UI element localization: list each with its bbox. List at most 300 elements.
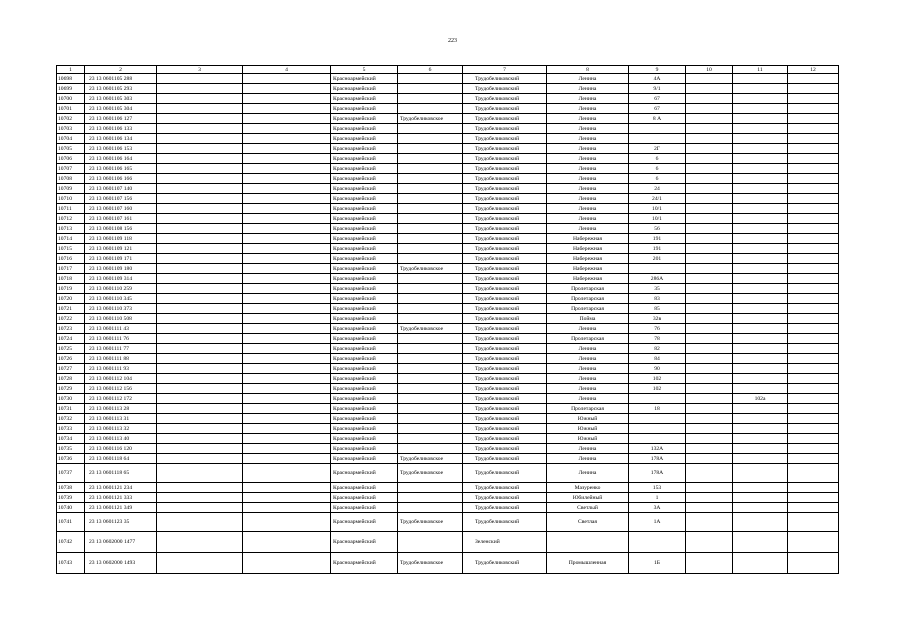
row-number-cell: 10742: [57, 532, 85, 553]
street-cell: Южный: [547, 414, 629, 424]
district-cell: Красноармейский: [331, 364, 398, 374]
district-cell: Красноармейский: [331, 454, 398, 464]
col-12-cell: [788, 294, 839, 304]
street-cell: Ленина: [547, 454, 629, 464]
table-row: [57, 424, 839, 434]
house-number-cell: 56: [629, 224, 686, 234]
district-cell: Красноармейский: [331, 434, 398, 444]
building-number-cell: [733, 444, 788, 454]
col-12-cell: [788, 134, 839, 144]
district-cell: Красноармейский: [331, 553, 398, 574]
settlement-municipality-cell: [398, 184, 463, 194]
district-cell: Красноармейский: [331, 264, 398, 274]
house-number-cell: [629, 394, 686, 404]
col-10-cell: [686, 344, 733, 354]
settlement-municipality-cell: [398, 144, 463, 154]
settlement-municipality-cell: [398, 244, 463, 254]
house-number-cell: 286А: [629, 274, 686, 284]
settlement-municipality-cell: [398, 503, 463, 513]
house-number-cell: 85: [629, 304, 686, 314]
house-number-cell: 102: [629, 384, 686, 394]
district-cell: Красноармейский: [331, 324, 398, 334]
table-row: [57, 214, 839, 224]
col-3-cell: [157, 144, 243, 154]
table-row: [57, 464, 839, 483]
col-10-cell: [686, 314, 733, 324]
building-number-cell: [733, 274, 788, 284]
col-4-cell: [243, 84, 331, 94]
street-cell: Ленина: [547, 464, 629, 483]
cadastral-number-cell: 23 13 0601113 28: [85, 404, 157, 414]
cadastral-number-cell: 23 13 0601106 164: [85, 154, 157, 164]
row-number-cell: 10739: [57, 493, 85, 503]
col-4-cell: [243, 314, 331, 324]
street-cell: Ленина: [547, 74, 629, 84]
col-10-cell: [686, 444, 733, 454]
col-4-cell: [243, 304, 331, 314]
col-10-cell: [686, 334, 733, 344]
col-12-cell: [788, 444, 839, 454]
district-cell: Красноармейский: [331, 444, 398, 454]
house-number-cell: 8 А: [629, 114, 686, 124]
col-4-cell: [243, 434, 331, 444]
district-cell: Красноармейский: [331, 204, 398, 214]
row-number-cell: 10727: [57, 364, 85, 374]
col-12-cell: [788, 254, 839, 264]
col-12-cell: [788, 224, 839, 234]
column-header: 11: [733, 66, 788, 74]
district-cell: Красноармейский: [331, 532, 398, 553]
col-12-cell: [788, 334, 839, 344]
district-cell: Красноармейский: [331, 414, 398, 424]
district-cell: Красноармейский: [331, 384, 398, 394]
col-10-cell: [686, 434, 733, 444]
col-3-cell: [157, 464, 243, 483]
col-12-cell: [788, 324, 839, 334]
col-10-cell: [686, 394, 733, 404]
street-cell: Ленина: [547, 204, 629, 214]
table-row: [57, 532, 839, 553]
row-number-cell: 10733: [57, 424, 85, 434]
col-4-cell: [243, 214, 331, 224]
district-cell: Красноармейский: [331, 513, 398, 532]
table-row: [57, 274, 839, 284]
settlement-cell: Трудобеликовский: [463, 454, 547, 464]
building-number-cell: [733, 464, 788, 483]
column-header: 7: [463, 66, 547, 74]
street-cell: Юбилейный: [547, 493, 629, 503]
row-number-cell: 10719: [57, 284, 85, 294]
building-number-cell: [733, 244, 788, 254]
cadastral-number-cell: 23 13 0601118 65: [85, 464, 157, 483]
col-12-cell: [788, 513, 839, 532]
col-12-cell: [788, 174, 839, 184]
table-row: [57, 513, 839, 532]
district-cell: Красноармейский: [331, 354, 398, 364]
settlement-municipality-cell: Трудобеликовское: [398, 114, 463, 124]
building-number-cell: [733, 324, 788, 334]
col-10-cell: [686, 404, 733, 414]
cadastral-number-cell: 23 13 0601123 35: [85, 513, 157, 532]
header-row: [57, 66, 839, 74]
table-row: [57, 394, 839, 404]
street-cell: Пролетарская: [547, 304, 629, 314]
house-number-cell: 32в: [629, 314, 686, 324]
settlement-cell: Трудобеликовский: [463, 513, 547, 532]
street-cell: Ленина: [547, 214, 629, 224]
col-4-cell: [243, 94, 331, 104]
district-cell: Красноармейский: [331, 74, 398, 84]
col-10-cell: [686, 454, 733, 464]
house-number-cell: 178А: [629, 454, 686, 464]
house-number-cell: 2Г: [629, 144, 686, 154]
col-12-cell: [788, 354, 839, 364]
street-cell: Пролетарская: [547, 284, 629, 294]
district-cell: Красноармейский: [331, 214, 398, 224]
settlement-cell: Трудобеликовский: [463, 404, 547, 414]
row-number-cell: 10704: [57, 134, 85, 144]
settlement-municipality-cell: [398, 274, 463, 284]
col-12-cell: [788, 414, 839, 424]
col-10-cell: [686, 204, 733, 214]
col-12-cell: [788, 124, 839, 134]
col-3-cell: [157, 84, 243, 94]
col-4-cell: [243, 354, 331, 364]
settlement-cell: Трудобеликовский: [463, 424, 547, 434]
settlement-cell: Трудобеликовский: [463, 264, 547, 274]
row-number-cell: 10729: [57, 384, 85, 394]
district-cell: Красноармейский: [331, 134, 398, 144]
column-header: 1: [57, 66, 85, 74]
col-4-cell: [243, 114, 331, 124]
cadastral-number-cell: 23 13 0601107 156: [85, 194, 157, 204]
col-10-cell: [686, 374, 733, 384]
building-number-cell: [733, 74, 788, 84]
house-number-cell: 6: [629, 154, 686, 164]
col-4-cell: [243, 194, 331, 204]
settlement-municipality-cell: [398, 334, 463, 344]
settlement-cell: Трудобеликовский: [463, 493, 547, 503]
col-4-cell: [243, 464, 331, 483]
street-cell: Пойма: [547, 314, 629, 324]
cadastral-number-cell: 23 13 0601106 133: [85, 124, 157, 134]
street-cell: Пролетарская: [547, 404, 629, 414]
district-cell: Красноармейский: [331, 124, 398, 134]
col-10-cell: [686, 74, 733, 84]
col-10-cell: [686, 104, 733, 114]
col-12-cell: [788, 234, 839, 244]
col-10-cell: [686, 464, 733, 483]
col-12-cell: [788, 274, 839, 284]
row-number-cell: 10707: [57, 164, 85, 174]
col-4-cell: [243, 344, 331, 354]
col-4-cell: [243, 424, 331, 434]
column-header: 6: [398, 66, 463, 74]
settlement-cell: Трудобеликовский: [463, 294, 547, 304]
building-number-cell: [733, 364, 788, 374]
building-number-cell: [733, 314, 788, 324]
col-3-cell: [157, 444, 243, 454]
table-row: [57, 254, 839, 264]
col-4-cell: [243, 154, 331, 164]
street-cell: Ленина: [547, 364, 629, 374]
building-number-cell: [733, 454, 788, 464]
col-12-cell: [788, 464, 839, 483]
settlement-municipality-cell: Трудобеликовское: [398, 513, 463, 532]
settlement-municipality-cell: [398, 354, 463, 364]
table-row: [57, 483, 839, 493]
col-12-cell: [788, 74, 839, 84]
col-3-cell: [157, 414, 243, 424]
col-12-cell: [788, 304, 839, 314]
table-row: [57, 144, 839, 154]
col-4-cell: [243, 144, 331, 154]
settlement-cell: Трудобеликовский: [463, 254, 547, 264]
building-number-cell: [733, 304, 788, 314]
row-number-cell: 10721: [57, 304, 85, 314]
building-number-cell: [733, 344, 788, 354]
house-number-cell: 35: [629, 284, 686, 294]
settlement-municipality-cell: [398, 364, 463, 374]
building-number-cell: [733, 144, 788, 154]
table-row: [57, 94, 839, 104]
district-cell: Красноармейский: [331, 424, 398, 434]
row-number-cell: 10735: [57, 444, 85, 454]
street-cell: Ленина: [547, 184, 629, 194]
building-number-cell: [733, 503, 788, 513]
address-register-table: [56, 65, 839, 574]
cadastral-number-cell: 23 13 0601112 156: [85, 384, 157, 394]
cadastral-number-cell: 23 13 0601112 172: [85, 394, 157, 404]
house-number-cell: 191: [629, 234, 686, 244]
col-10-cell: [686, 174, 733, 184]
row-number-cell: 10725: [57, 344, 85, 354]
settlement-cell: Трудобеликовский: [463, 304, 547, 314]
house-number-cell: [629, 532, 686, 553]
building-number-cell: [733, 424, 788, 434]
settlement-cell: Трудобеликовский: [463, 94, 547, 104]
district-cell: Красноармейский: [331, 404, 398, 414]
col-4-cell: [243, 224, 331, 234]
settlement-cell: Трудобеликовский: [463, 214, 547, 224]
col-10-cell: [686, 264, 733, 274]
house-number-cell: 6: [629, 174, 686, 184]
row-number-cell: 10716: [57, 254, 85, 264]
settlement-municipality-cell: [398, 214, 463, 224]
column-header: 9: [629, 66, 686, 74]
settlement-cell: Трудобеликовский: [463, 324, 547, 334]
col-10-cell: [686, 424, 733, 434]
cadastral-number-cell: 23 13 0601105 293: [85, 84, 157, 94]
col-12-cell: [788, 194, 839, 204]
district-cell: Красноармейский: [331, 114, 398, 124]
col-12-cell: [788, 503, 839, 513]
house-number-cell: [629, 124, 686, 134]
district-cell: Красноармейский: [331, 154, 398, 164]
row-number-cell: 10726: [57, 354, 85, 364]
col-4-cell: [243, 284, 331, 294]
col-3-cell: [157, 483, 243, 493]
cadastral-number-cell: 23 13 0601121 333: [85, 493, 157, 503]
row-number-cell: 10723: [57, 324, 85, 334]
col-4-cell: [243, 374, 331, 384]
col-10-cell: [686, 324, 733, 334]
settlement-cell: Трудобеликовский: [463, 124, 547, 134]
settlement-municipality-cell: [398, 254, 463, 264]
settlement-municipality-cell: [398, 94, 463, 104]
settlement-cell: Трудобеликовский: [463, 224, 547, 234]
cadastral-number-cell: 23 13 0601105 303: [85, 94, 157, 104]
col-4-cell: [243, 414, 331, 424]
settlement-cell: Трудобеликовский: [463, 344, 547, 354]
row-number-cell: 10730: [57, 394, 85, 404]
street-cell: Ленина: [547, 124, 629, 134]
street-cell: Набережная: [547, 254, 629, 264]
settlement-municipality-cell: [398, 404, 463, 414]
settlement-cell: Трудобеликовский: [463, 204, 547, 214]
col-10-cell: [686, 94, 733, 104]
house-number-cell: [629, 414, 686, 424]
col-4-cell: [243, 234, 331, 244]
settlement-cell: Трудобеликовский: [463, 464, 547, 483]
building-number-cell: [733, 483, 788, 493]
building-number-cell: [733, 114, 788, 124]
house-number-cell: 153: [629, 483, 686, 493]
district-cell: Красноармейский: [331, 94, 398, 104]
col-3-cell: [157, 264, 243, 274]
col-12-cell: [788, 424, 839, 434]
settlement-cell: Трудобеликовский: [463, 244, 547, 254]
col-10-cell: [686, 234, 733, 244]
col-4-cell: [243, 244, 331, 254]
col-3-cell: [157, 114, 243, 124]
col-10-cell: [686, 503, 733, 513]
settlement-cell: Зеленский: [463, 532, 547, 553]
cadastral-number-cell: 23 13 0601109 180: [85, 264, 157, 274]
cadastral-number-cell: 23 13 0601107 161: [85, 214, 157, 224]
building-number-cell: [733, 84, 788, 94]
col-10-cell: [686, 384, 733, 394]
building-number-cell: [733, 234, 788, 244]
table-row: [57, 114, 839, 124]
building-number-cell: [733, 493, 788, 503]
table-row: [57, 134, 839, 144]
house-number-cell: 10/1: [629, 214, 686, 224]
col-4-cell: [243, 164, 331, 174]
cadastral-number-cell: 23 13 0602000 1493: [85, 553, 157, 574]
table-row: [57, 284, 839, 294]
col-3-cell: [157, 234, 243, 244]
table-row: [57, 104, 839, 114]
street-cell: Набережная: [547, 274, 629, 284]
row-number-cell: 10722: [57, 314, 85, 324]
table-row: [57, 264, 839, 274]
building-number-cell: [733, 154, 788, 164]
street-cell: Набережная: [547, 234, 629, 244]
col-4-cell: [243, 444, 331, 454]
street-cell: Ленина: [547, 384, 629, 394]
col-3-cell: [157, 74, 243, 84]
table-row: [57, 234, 839, 244]
col-4-cell: [243, 513, 331, 532]
column-header: 3: [157, 66, 243, 74]
col-10-cell: [686, 194, 733, 204]
cadastral-number-cell: 23 13 0601109 121: [85, 244, 157, 254]
building-number-cell: [733, 184, 788, 194]
row-number-cell: 10705: [57, 144, 85, 154]
table-row: [57, 324, 839, 334]
row-number-cell: 10706: [57, 154, 85, 164]
col-10-cell: [686, 274, 733, 284]
row-number-cell: 10728: [57, 374, 85, 384]
district-cell: Красноармейский: [331, 104, 398, 114]
col-3-cell: [157, 314, 243, 324]
house-number-cell: 201: [629, 254, 686, 264]
street-cell: Ленина: [547, 224, 629, 234]
house-number-cell: 191: [629, 244, 686, 254]
house-number-cell: 1: [629, 493, 686, 503]
district-cell: Красноармейский: [331, 304, 398, 314]
cadastral-number-cell: 23 13 0601109 118: [85, 234, 157, 244]
row-number-cell: 10741: [57, 513, 85, 532]
cadastral-number-cell: 23 13 0601118 64: [85, 454, 157, 464]
district-cell: Красноармейский: [331, 493, 398, 503]
table-row: [57, 384, 839, 394]
col-10-cell: [686, 364, 733, 374]
settlement-cell: Трудобеликовский: [463, 503, 547, 513]
building-number-cell: [733, 254, 788, 264]
col-10-cell: [686, 134, 733, 144]
table-row: [57, 74, 839, 84]
table-row: [57, 454, 839, 464]
cadastral-number-cell: 23 13 0601121 349: [85, 503, 157, 513]
cadastral-number-cell: 23 13 0601111 76: [85, 334, 157, 344]
house-number-cell: [629, 434, 686, 444]
row-number-cell: 10703: [57, 124, 85, 134]
settlement-cell: Трудобеликовский: [463, 144, 547, 154]
cadastral-number-cell: 23 13 0601111 77: [85, 344, 157, 354]
row-number-cell: 10713: [57, 224, 85, 234]
street-cell: [547, 532, 629, 553]
settlement-cell: Трудобеликовский: [463, 314, 547, 324]
district-cell: Красноармейский: [331, 334, 398, 344]
settlement-cell: Трудобеликовский: [463, 104, 547, 114]
col-3-cell: [157, 493, 243, 503]
settlement-municipality-cell: [398, 124, 463, 134]
building-number-cell: [733, 404, 788, 414]
street-cell: Набережная: [547, 244, 629, 254]
col-3-cell: [157, 94, 243, 104]
settlement-cell: Трудобеликовский: [463, 394, 547, 404]
col-10-cell: [686, 414, 733, 424]
col-10-cell: [686, 483, 733, 493]
settlement-cell: Трудобеликовский: [463, 354, 547, 364]
district-cell: Красноармейский: [331, 254, 398, 264]
building-number-cell: [733, 124, 788, 134]
cadastral-number-cell: 23 13 0601111 43: [85, 324, 157, 334]
settlement-cell: Трудобеликовский: [463, 84, 547, 94]
cadastral-number-cell: 23 13 0601107 140: [85, 184, 157, 194]
col-4-cell: [243, 394, 331, 404]
col-12-cell: [788, 344, 839, 354]
settlement-municipality-cell: [398, 204, 463, 214]
col-3-cell: [157, 274, 243, 284]
district-cell: Красноармейский: [331, 483, 398, 493]
street-cell: Ленина: [547, 104, 629, 114]
street-cell: Ленина: [547, 144, 629, 154]
table-row: [57, 204, 839, 214]
col-3-cell: [157, 214, 243, 224]
